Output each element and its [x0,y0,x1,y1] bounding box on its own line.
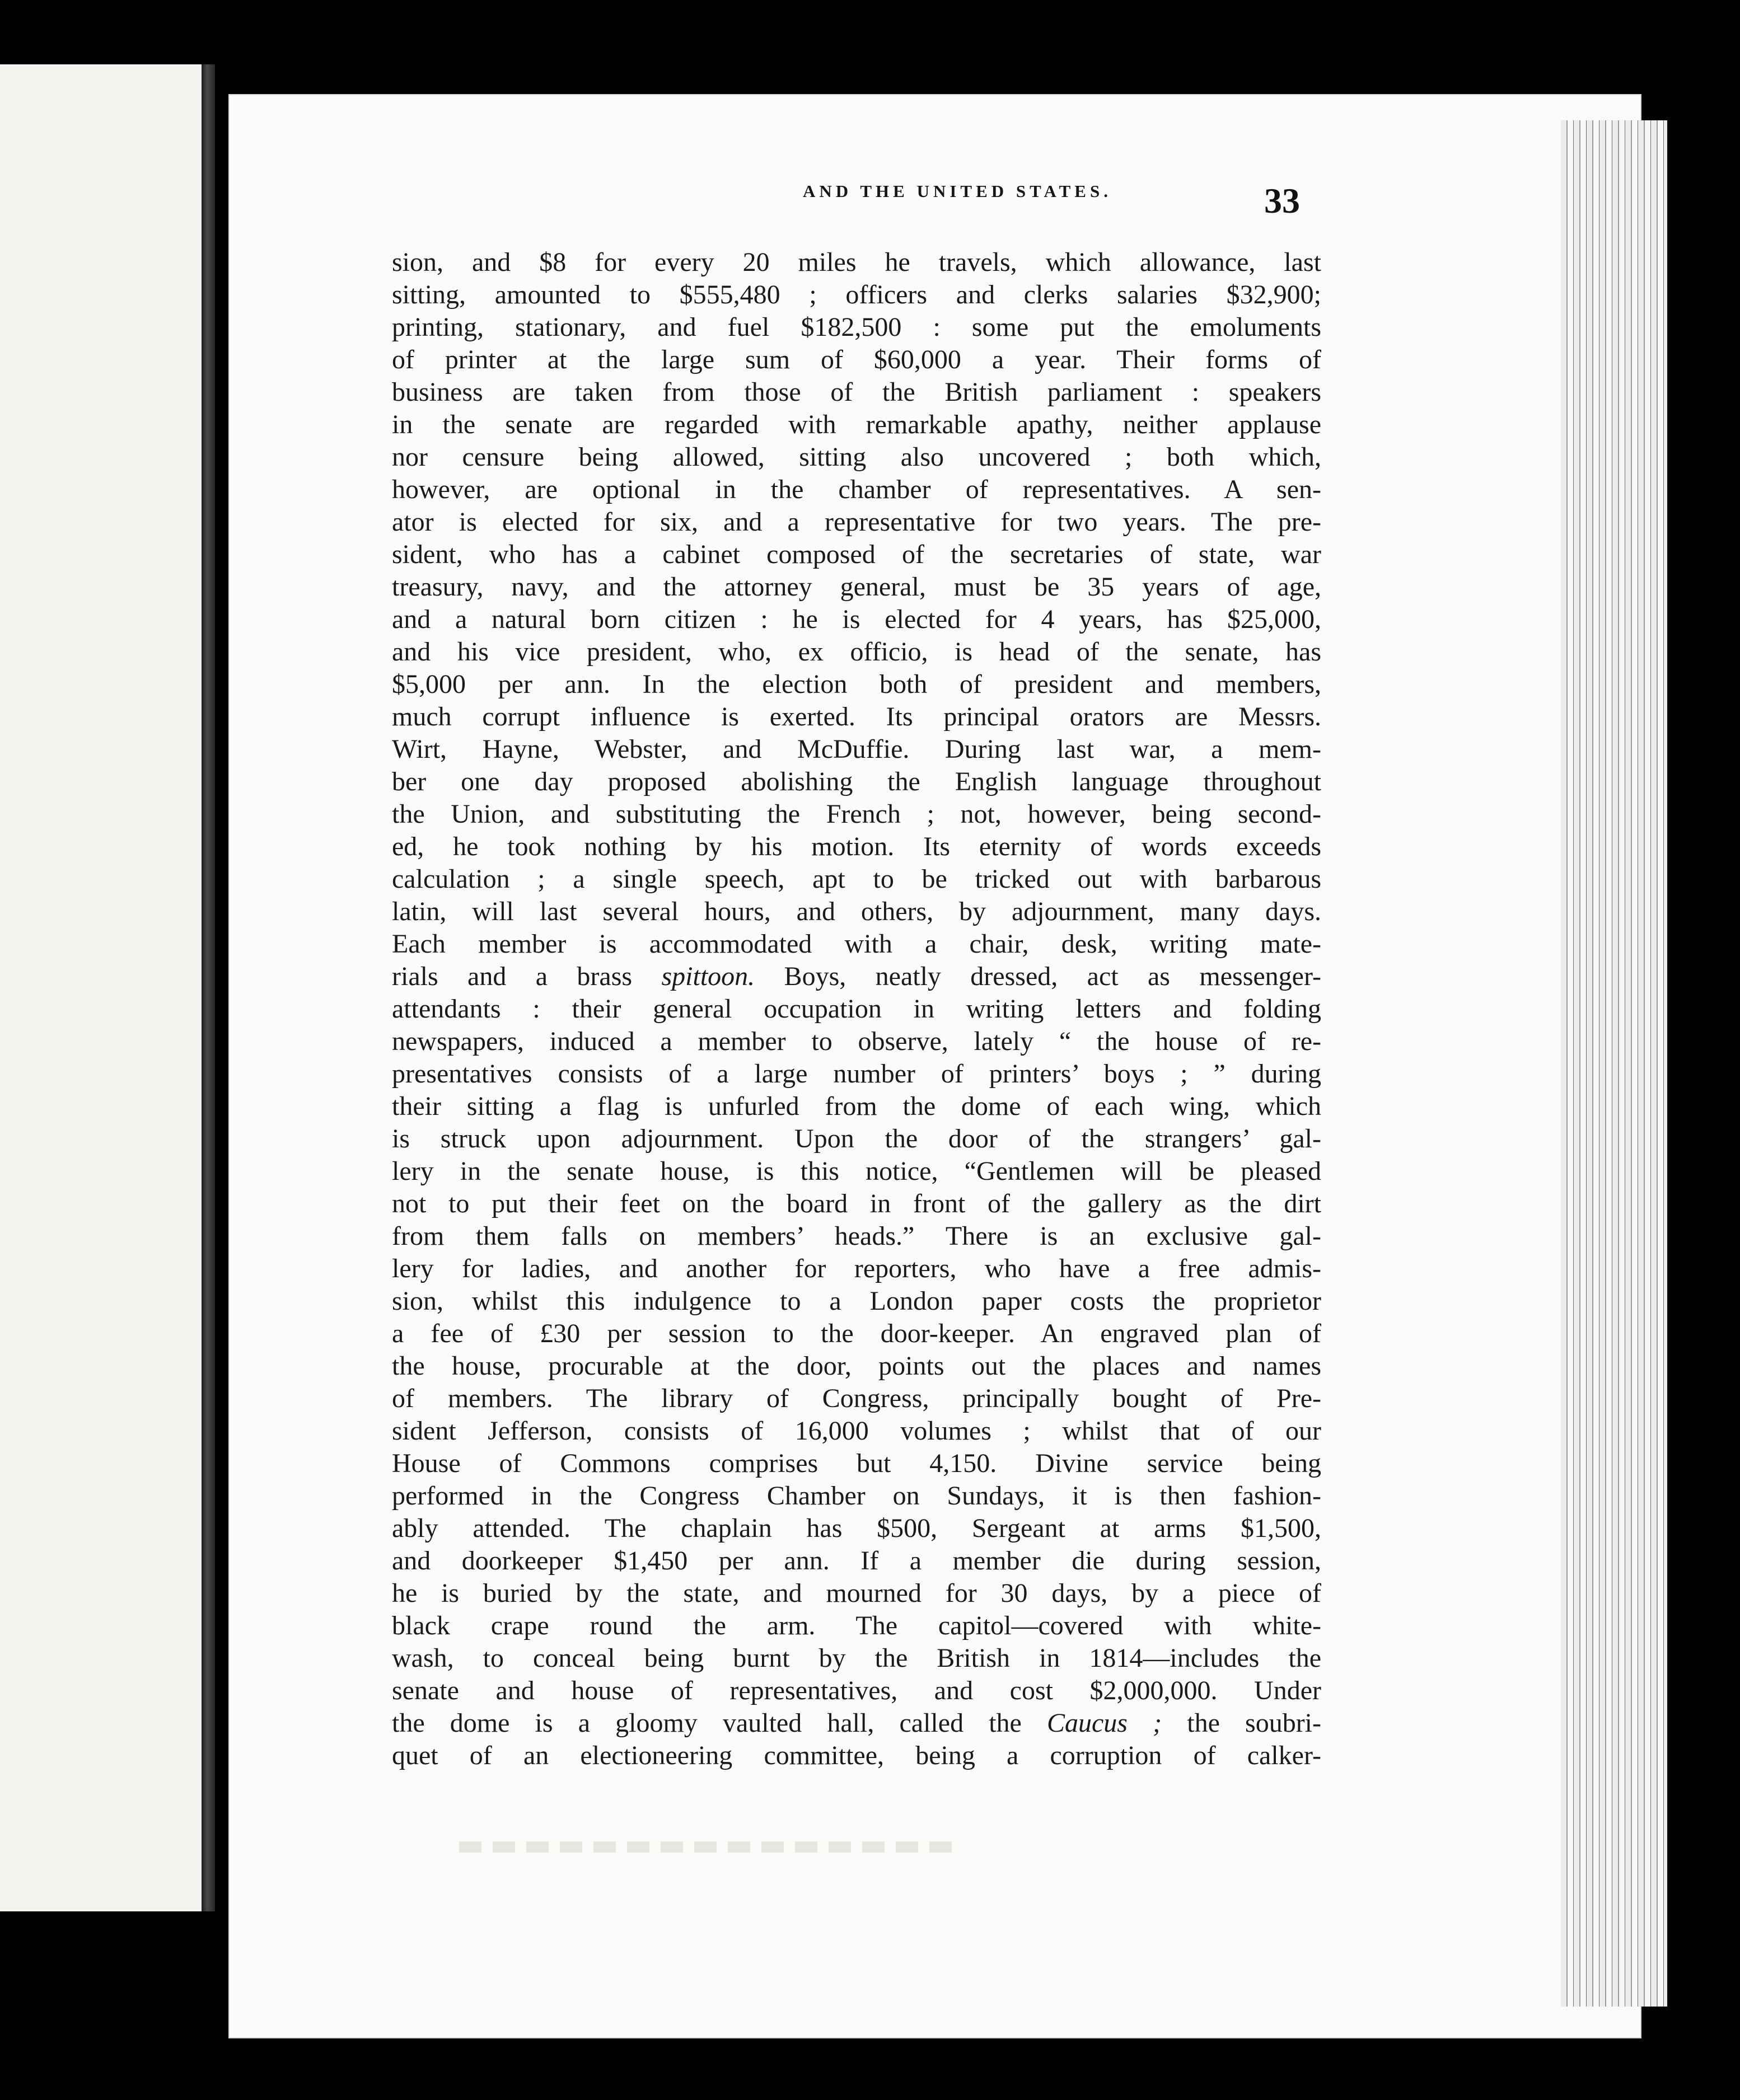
text-line: and doorkeeper $1,450 per ann. If a member die during session, [392,1546,1321,1576]
text-line: the Union, and substituting the French ; not, however, being second- [392,799,1321,829]
text-line: he is buried by the state, and mourned for 30 days, by a piece of [392,1578,1321,1608]
text-line: and his vice president, who, ex officio, is head of the senate, has [392,637,1321,667]
text-line: of printer at the large sum of $60,000 a year. Their forms of [392,345,1321,374]
text-line: from them falls on members’ heads.” There is an exclusive gal- [392,1221,1321,1251]
text-line: sitting, amounted to $555,480 ; officers and clerks salaries $32,900; [392,280,1321,310]
text-line: sion, whilst this indulgence to a London paper costs the proprietor [392,1286,1321,1316]
text-line: presentatives consists of a large number of printers’ boys ; ” during [392,1059,1321,1089]
italic-word: spittoon. [661,962,755,991]
text-line: in the senate are regarded with remarkable apathy, neither applause [392,410,1321,439]
text-line: calculation ; a single speech, apt to be tricked out with barbarous [392,864,1321,894]
text-line: latin, will last several hours, and others, by adjournment, many days. [392,897,1321,926]
text-line: newspapers, induced a member to observe, lately “ the house of re- [392,1026,1321,1056]
text-line: lery for ladies, and another for reporters, who have a free admis- [392,1254,1321,1283]
text-line: not to put their feet on the board in front of the gallery as the dirt [392,1189,1321,1218]
text-line: sion, and $8 for every 20 miles he travels, which allowance, last [392,247,1321,277]
text-line: Wirt, Hayne, Webster, and McDuffie. During last war, a mem- [392,734,1321,764]
body-text [392,246,1321,1772]
italic-word: Caucus ; [1046,1708,1162,1738]
text-line: their sitting a flag is unfurled from the dome of each wing, which [392,1091,1321,1121]
running-head: AND THE UNITED STATES. [803,181,1112,201]
page-number: 33 [1264,181,1300,221]
text-line: ber one day proposed abolishing the English language throughout [392,767,1321,796]
text-line: sident, who has a cabinet composed of the secretaries of state, war [392,540,1321,569]
text-line: a fee of £30 per session to the door-keeper. An engraved plan of [392,1319,1321,1348]
text-line: printing, stationary, and fuel $182,500 : some put the emoluments [392,312,1321,342]
text-line: the house, procurable at the door, points out the places and names [392,1351,1321,1381]
text-line: performed in the Congress Chamber on Sundays, it is then fashion- [392,1481,1321,1511]
text-line: senate and house of representatives, and cost $2,000,000. Under [392,1676,1321,1705]
bleed-through-text [459,1841,963,1853]
text-line: $5,000 per ann. In the election both of president and members, [392,669,1321,699]
line-text: the dome is a gloomy vaulted hall, called the [392,1708,1047,1738]
text-line: House of Commons comprises but 4,150. Divine service being [392,1449,1321,1478]
text-line: much corrupt influence is exerted. Its principal orators are Messrs. [392,702,1321,732]
text-line: attendants : their general occupation in writing letters and folding [392,994,1321,1024]
text-line: ed, he took nothing by his motion. Its eternity of words exceeds [392,832,1321,861]
text-line: Each member is accommodated with a chair, desk, writing mate- [392,929,1321,959]
line-text: Boys, neatly dressed, act as messenger- [755,962,1321,991]
text-line: is struck upon adjournment. Upon the door of the strangers’ gal- [392,1124,1321,1154]
text-line: and a natural born citizen : he is elected for 4 years, has $25,000, [392,604,1321,634]
text-line: nor censure being allowed, sitting also uncovered ; both which, [392,442,1321,472]
text-line: business are taken from those of the British parliament : speakers [392,377,1321,407]
text-line: however, are optional in the chamber of representatives. A sen- [392,475,1321,504]
book-spine [202,64,215,1911]
page-edges [1561,120,1667,2007]
text-line: lery in the senate house, is this notice, “Gentlemen will be pleased [392,1156,1321,1186]
text-line: black crape round the arm. The capitol—covered with white- [392,1611,1321,1640]
text-line: ably attended. The chaplain has $500, Sergeant at arms $1,500, [392,1513,1321,1543]
text-line: sident Jefferson, consists of 16,000 volumes ; whilst that of our [392,1416,1321,1446]
text-line: wash, to conceal being burnt by the British in 1814—includes the [392,1643,1321,1673]
line-text: rials and a brass [392,962,662,991]
text-line-mixed [392,960,1321,993]
line-text: the soubri- [1162,1708,1321,1738]
text-line: quet of an electioneering committee, being a corruption of calker- [392,1741,1321,1770]
text-line-mixed [392,1707,1321,1740]
text-line: treasury, navy, and the attorney general, must be 35 years of age, [392,572,1321,602]
text-line: of members. The library of Congress, principally bought of Pre- [392,1384,1321,1413]
left-page [0,64,207,1911]
text-line: ator is elected for six, and a representative for two years. The pre- [392,507,1321,537]
